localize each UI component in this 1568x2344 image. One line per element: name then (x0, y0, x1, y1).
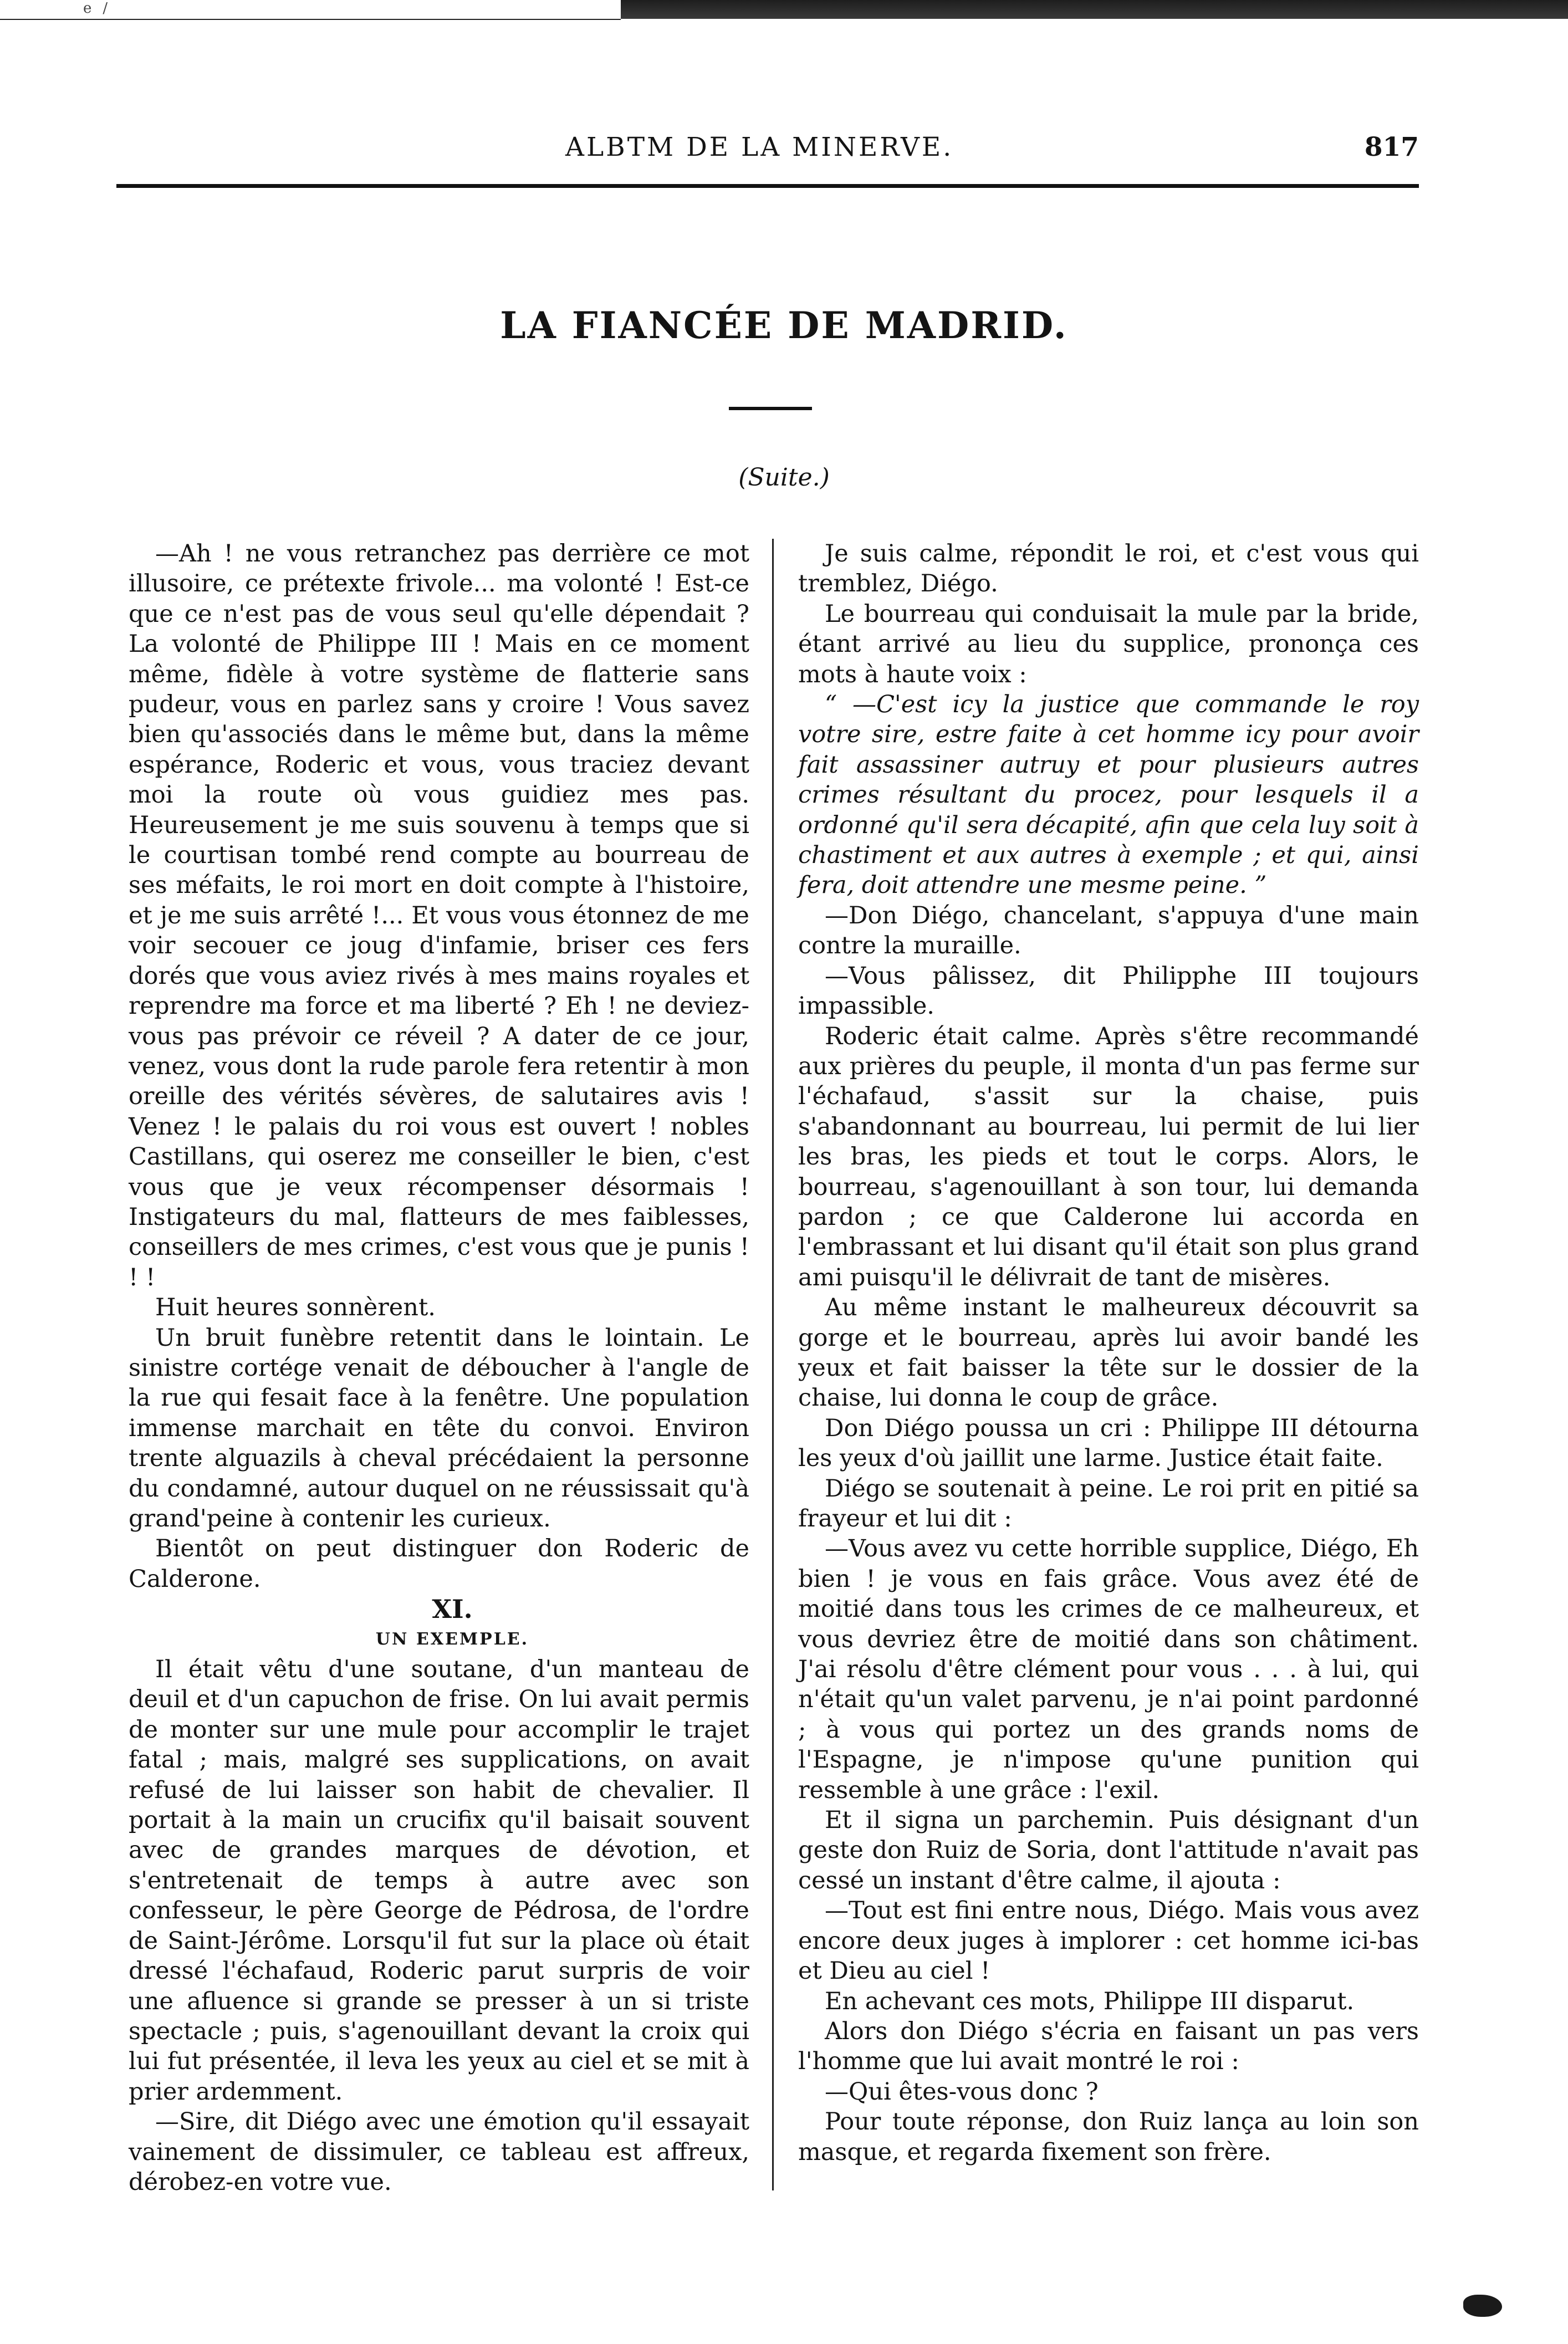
paragraph: —Ah ! ne vous retranchez pas derrière ce mot illusoire, ce prétexte frivole... ma volonté ! Est-ce que ce n'est pas de vous seul qu'elle dépendait ? La volonté de Philippe III ! Mais en ce moment même, fidèle à votre système de flatterie sans pudeur, vous en parlez sans y croire ! Vous savez bien qu'associés dans le même but, dans la même espérance, Roderic et vous, vous traciez devant moi la route où vous guidiez mes pas. Heureusement je me suis souvenu à temps que si le courtisan tombé rend compte au bourreau de ses méfaits, le roi mort en doit compte à l'histoire, et je me suis arrêté !... Et vous vous étonnez de me voir secouer ce joug d'infamie, briser ces fers dorés que vous aviez rivés à mes mains royales et reprendre ma force et ma liberté ? Eh ! ne deviez-vous pas prévoir ce réveil ? A dater de ce jour, venez, vous dont la rude parole fera retentir à mon oreille des vérités sévères, de salutaires avis ! Venez ! le palais du roi vous est ouvert ! nobles Castillans, qui oserez me conseiller le bien, c'est vous que je veux récompenser désormais ! Instigateurs du mal, flatteurs de mes faiblesses, conseillers de mes crimes, c'est vous que je punis ! ! ! (129, 540, 749, 1291)
paragraph: Le bourreau qui conduisait la mule par la bride, étant arrivé au lieu du supplice, prononça ces mots à haute voix : (798, 600, 1419, 688)
running-title: ALBTM DE LA MINERVE. (565, 132, 954, 162)
quoted-sentence: “ —C'est icy la justice que commande le roy votre sire, estre faite à cet homme icy pour avoir fait assassiner autruy et pour plusieurs autres crimes résultant du procez, pour lesquels il a ordonné qu'il sera décapité, afin que cela luy soit à chastiment et aux autres à exemple ; et qui, ainsi fera, doit attendre une mesme peine. ” (798, 691, 1419, 900)
paragraph: Alors don Diégo s'écria en faisant un pas vers l'homme que lui avait montré le roi : (798, 2017, 1419, 2076)
article-subtitle: (Suite.) (738, 463, 830, 492)
page-number: 817 (1364, 132, 1419, 162)
page-header (116, 132, 1419, 171)
paragraph: —Vous avez vu cette horrible supplice, Diégo, Eh bien ! je vous en fais grâce. Vous avez été de moitié dans tous les crimes de ce malheureux, et vous devriez être de moitié dans son châtiment. J'ai résolu d'être clément pour vous . . . à lui, qui n'était qu'un valet parvenu, je n'ai point pardonné ; à vous qui portez un des grands noms de l'Espagne, je n'impose qu'une punition qui ressemble à une grâce : l'exil. (798, 1535, 1419, 1804)
paragraph: —Vous pâlissez, dit Philipphe III toujours impassible. (798, 962, 1419, 1020)
right-column (798, 539, 1419, 2167)
paragraph: Un bruit funèbre retentit dans le lointain. Le sinistre cortége venait de déboucher à l'angle de la rue qui fesait face à la fenêtre. Une population immense marchait en tête du convoi. Environ trente alguazils à cheval précédaient la personne du condamné, autour duquel on ne réussissait qu'à grand'peine à contenir les curieux. (129, 1324, 749, 1533)
paragraph: Et il signa un parchemin. Puis désignant d'un geste don Ruiz de Soria, dont l'attitude n'avait pas cessé un instant d'être calme, il ajouta : (798, 1806, 1419, 1894)
left-column (129, 539, 749, 2197)
header-rule (116, 184, 1419, 188)
paragraph: Diégo se soutenait à peine. Le roi prit en pitié sa frayeur et lui dit : (798, 1474, 1419, 1533)
paragraph: Il était vêtu d'une soutane, d'un manteau de deuil et d'un capuchon de frise. On lui avait permis de monter sur une mule pour accomplir le trajet fatal ; mais, malgré ses supplications, on avait refusé de lui laisser son habit de chevalier. Il portait à la main un crucifix qu'il baisait souvent avec de grandes marques de dévotion, et s'entretenait de temps à autre avec son confesseur, le père George de Pédrosa, de l'ordre de Saint-Jérôme. Lorsqu'il fut sur la place où était dressé l'échafaud, Roderic parut surpris de voir une afluence si grande se presser à un si triste spectacle ; puis, s'agenouillant devant la croix qui lui fut présentée, il leva les yeux au ciel et se mit à prier ardemment. (129, 1656, 749, 2106)
top-scrawl: e/ (83, 0, 119, 17)
paragraph: —Sire, dit Diégo avec une émotion qu'il essayait vainement de dissimuler, ce tableau est affreux, dérobez-en votre vue. (129, 2108, 749, 2196)
paragraph: En achevant ces mots, Philippe III disparut. (825, 1987, 1355, 2015)
ink-blot (1463, 2295, 1502, 2317)
title-rule (729, 407, 812, 410)
column-divider (772, 539, 774, 2190)
paragraph: Pour toute réponse, don Ruiz lança au loin son masque, et regarda fixement son frère. (798, 2108, 1419, 2166)
paragraph: —Qui êtes-vous donc ? (825, 2077, 1099, 2106)
paragraph: Roderic était calme. Après s'être recommandé aux prières du peuple, il monta d'un pas ferme sur l'échafaud, s'assit sur la chaise, puis s'abandonnant au bourreau, lui permit de lui lier les bras, les pieds et tout le corps. Alors, le bourreau, s'agenouillant à son tour, lui demanda pardon ; ce que Calderone lui accorda en l'embrassant et lui disant qu'il était son plus grand ami puisqu'il le délivrait de tant de misères. (798, 1022, 1419, 1291)
paragraph: Huit heures sonnèrent. (155, 1294, 436, 1322)
section-number: XI. (432, 1594, 473, 1625)
paragraph: —Tout est fini entre nous, Diégo. Mais vous avez encore deux juges à implorer : cet homme ici-bas et Dieu au ciel ! (798, 1897, 1419, 1985)
paragraph: Bientôt on peut distinguer don Roderic de Calderone. (129, 1535, 749, 1593)
paragraph: —Don Diégo, chancelant, s'appuya d'une main contre la muraille. (798, 901, 1419, 960)
paragraph: Au même instant le malheureux découvrit sa gorge et le bourreau, après lui avoir bandé les yeux et fait baisser la tête sur le dossier de la chaise, lui donna le coup de grâce. (798, 1294, 1419, 1412)
paragraph: Je suis calme, répondit le roi, et c'est vous qui tremblez, Diégo. (798, 540, 1419, 598)
paragraph: Don Diégo poussa un cri : Philippe III détourna les yeux d'où jaillit une larme. Justice était faite. (798, 1414, 1419, 1473)
section-title: UN EXEMPLE. (375, 1629, 529, 1649)
article-title: LA FIANCÉE DE MADRID. (500, 304, 1068, 347)
